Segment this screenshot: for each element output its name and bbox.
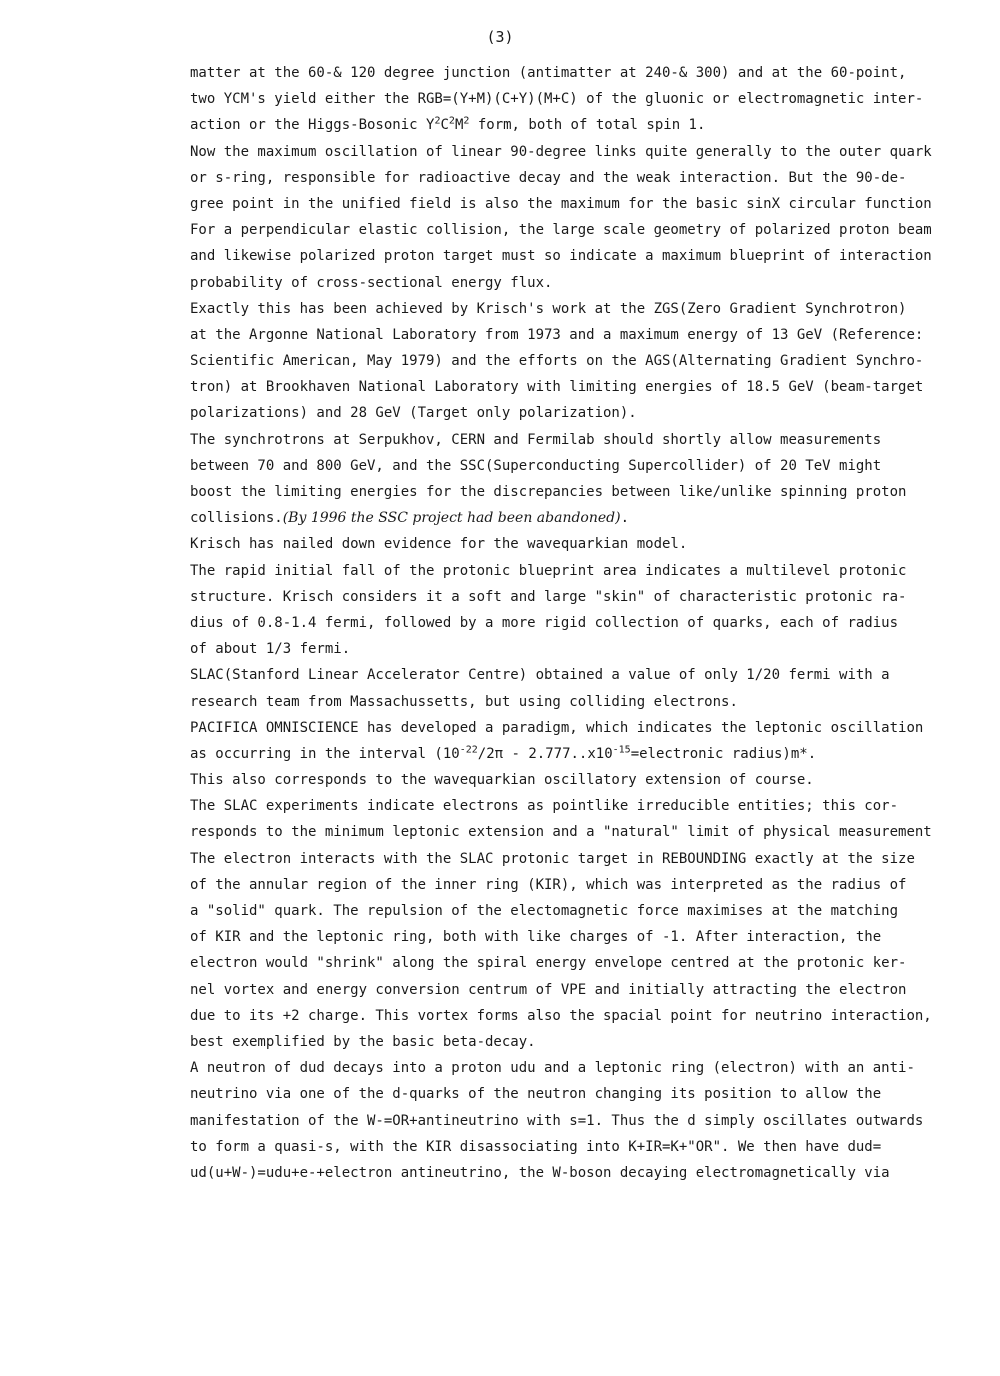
text-line: to form a quasi-s, with the KIR disassociating into K+IR=K+"OR". We then have dud= xyxy=(190,1138,882,1155)
text-line: as occurring in the interval ($10^{-22}/2\pi$ - $2.777..x10^{-15}=electronic$ radius)m*. xyxy=(190,744,817,762)
text-line: PACIFICA OMNISCIENCE has developed a paradigm, which indicates the leptonic oscillation xyxy=(190,719,924,736)
text-line: at the Argonne National Laboratory from 1973 and a maximum energy of 13 GeV (Reference: xyxy=(190,326,924,343)
text-line: The synchrotrons at Serpukhov, CERN and Fermilab should shortly allow measurements xyxy=(190,431,882,448)
text-line: Exactly this has been achieved by Krisch's work at the ZGS(Zero Gradient Synchrotron) xyxy=(190,300,907,317)
text-line: responds to the minimum leptonic extension and a "natural" limit of physical measurement xyxy=(190,824,932,841)
text-line: a "solid" quark. The repulsion of the electomagnetic force maximises at the matching xyxy=(190,903,899,919)
text-line: two YCM's yield either the RGB=(Y+M)(C+Y)(M+C) of the gluonic or electromagnetic inter- xyxy=(190,91,924,108)
text-line: matter at the 60-& 120 degree junction (antimatter at 240-& 300) and at the 60-point, xyxy=(190,65,907,81)
text-line: gree point in the unified field is also the maximum for the basic sinX circular function xyxy=(190,195,932,212)
text-line: The electron interacts with the SLAC protonic target in REBOUNDING exactly at the size xyxy=(190,850,915,867)
page-number: (3) xyxy=(486,28,514,46)
text-line: due to its +2 charge. This vortex forms also the spacial point for neutrino interaction, xyxy=(190,1007,932,1024)
text-line: The SLAC experiments indicate electrons as pointlike irreducible entities; this cor- xyxy=(190,798,899,815)
text-line: Now the maximum oscillation of linear 90-degree links quite generally to the outer quark xyxy=(190,143,932,160)
text-line: electron would "shrink" along the spiral energy envelope centred at the protonic ker- xyxy=(190,955,907,972)
text-line: The rapid initial fall of the protonic blueprint area indicates a multilevel protonic xyxy=(190,562,907,579)
text-line: best exemplified by the basic beta-decay. xyxy=(190,1033,536,1050)
text-line: manifestation of the W-=OR+antineutrino with s=1. Thus the d simply oscillates outwards xyxy=(190,1112,924,1129)
text-line: ud(u+W-)=udu+e-+electron antineutrino, the W-boson decaying electromagnetically via xyxy=(190,1164,890,1181)
text-line: and likewise polarized proton target must so indicate a maximum blueprint of interaction xyxy=(190,248,932,265)
text-line: Krisch has nailed down evidence for the wavequarkian model. xyxy=(190,536,688,553)
text-line: probability of cross-sectional energy flux. xyxy=(190,274,553,291)
text-line: collisions.(By 1996 the SSC project had been abandoned). xyxy=(190,510,630,527)
text-line: Scientific American, May 1979) and the efforts on the AGS(Alternating Gradient Synchro- xyxy=(190,353,924,370)
text-line: research team from Massachussetts, but using colliding electrons. xyxy=(190,693,738,710)
handwritten-note: (By 1996 the SSC project had been abandoned) xyxy=(282,510,621,527)
text-line: polarizations) and 28 GeV (Target only polarization). xyxy=(190,405,637,422)
text-line: of KIR and the leptonic ring, both with like charges of -1. After interaction, the xyxy=(190,929,882,946)
text-line: between 70 and 800 GeV, and the SSC(Superconducting Supercollider) of 20 TeV might xyxy=(190,457,882,474)
text-line: dius of 0.8-1.4 fermi, followed by a more rigid collection of quarks, each of radius xyxy=(190,614,899,631)
text-line: boost the limiting energies for the discrepancies between like/unlike spinning proton xyxy=(190,484,907,500)
text-line: structure. Krisch considers it a soft and large "skin" of characteristic protonic ra- xyxy=(190,588,907,605)
text-line: or s-ring, responsible for radioactive decay and the weak interaction. But the 90-de- xyxy=(190,169,907,186)
text-line: tron) at Brookhaven National Laboratory with limiting energies of 18.5 GeV (beam-target xyxy=(190,379,924,396)
text-line: A neutron of dud decays into a proton udu and a leptonic ring (electron) with an anti- xyxy=(190,1060,915,1077)
text-line: of the annular region of the inner ring (KIR), which was interpreted as the radius of xyxy=(190,876,907,893)
text-line: nel vortex and energy conversion centrum of VPE and initially attracting the electron xyxy=(190,981,907,998)
body-text xyxy=(190,60,970,1186)
text-line: SLAC(Stanford Linear Accelerator Centre) obtained a value of only 1/20 fermi with a xyxy=(190,667,890,684)
text-line: neutrino via one of the d-quarks of the neutron changing its position to allow the xyxy=(190,1086,882,1103)
text-line: action or the Higgs-Bosonic $Y^2C^2M^2$ form, both of total spin 1. xyxy=(190,115,706,134)
text-line: This also corresponds to the wavequarkian oscillatory extension of course. xyxy=(190,772,814,789)
text-line: For a perpendicular elastic collision, the large scale geometry of polarized proton beam xyxy=(190,222,932,239)
text-line: of about 1/3 fermi. xyxy=(190,641,351,658)
